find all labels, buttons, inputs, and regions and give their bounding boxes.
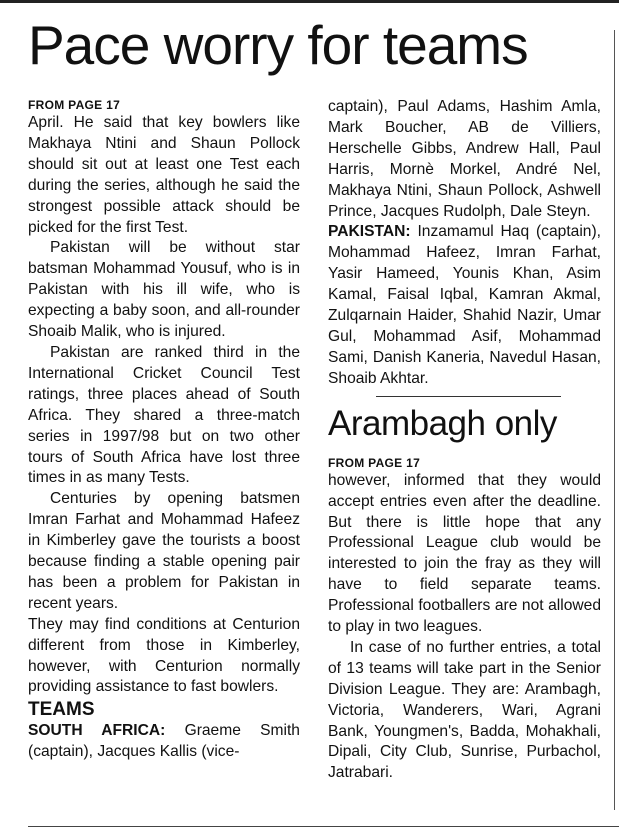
top-rule	[0, 0, 619, 3]
pakistan-squad	[328, 222, 601, 389]
south-africa-players: Graeme Smith (captain), Jacques Kallis (vice-	[28, 722, 300, 761]
headline: Pace worry for teams	[28, 14, 528, 76]
paragraph: however, informed that they would accept entries even after the deadline. But there is little hope that any Professional League club would be interested to join the fray as they will have to field separate teams. Professional footballers are not allowed to play in two leagues.	[328, 471, 601, 636]
article-column-left	[28, 97, 300, 763]
bottom-rule	[28, 826, 619, 827]
paragraph: They may find conditions at Centurion different from those in Kimberley, however, with Centurion normally providing assistance to fast bowlers.	[28, 615, 300, 696]
paragraph: In case of no further entries, a total of 13 teams will take part in the Senior Division League. They are: Arambagh, Victoria, Wanderers, Wari, Agrani Bank, Youngmen's, Badda, Mohakhali, Dipali, City Club, Sunrise, Purbachol, Jatrabari.	[328, 638, 601, 782]
section-divider	[376, 396, 561, 397]
pakistan-players: Inzamamul Haq (captain), Mohammad Hafeez, Imran Farhat, Yasir Hameed, Younis Khan, Asim Kamal, Faisal Iqbal, Kamran Akmal, Zulqarnain Haider, Shahid Nazir, Umar Gul, Mohammad Asif, Mohammad Sami, Danish Kaneria, Navedul Hasan, Shoaib Akhtar.	[328, 223, 601, 387]
pakistan-label: PAKISTAN:	[328, 223, 411, 241]
south-africa-squad-continued: captain), Paul Adams, Hashim Amla, Mark Boucher, AB de Villiers, Herschelle Gibbs, Andrew Hall, Paul Harris, Mornè Morkel, André Nel, Makhaya Ntini, Shaun Pollock, Ashwell Prince, Jacques Rudolph, Dale Steyn.	[328, 98, 601, 220]
paragraph: Pakistan are ranked third in the International Cricket Council Test ratings, three places ahead of South Africa. They shared a three-match series in 1997/98 but on two other tours of South Africa have lost three times in as many Tests.	[28, 343, 300, 487]
south-africa-squad	[28, 721, 300, 763]
article-column-right	[328, 97, 601, 784]
second-headline: Arambagh only	[328, 403, 557, 443]
column-rule-right	[614, 30, 615, 810]
continuation-label-2: FROM PAGE 17	[328, 455, 421, 470]
teams-heading: TEAMS	[28, 699, 95, 721]
south-africa-label: SOUTH AFRICA:	[28, 722, 166, 740]
paragraph: Pakistan will be without star batsman Mohammad Yousuf, who is in Pakistan with his ill wife, who is expecting a baby soon, and all-rounder Shoaib Malik, who is injured.	[28, 239, 300, 341]
paragraph: Centuries by opening batsmen Imran Farhat and Mohammad Hafeez in Kimberley gave the tourists a boost because finding a stable opening pair has been a problem for Pakistan in recent years.	[28, 490, 300, 612]
continuation-label: FROM PAGE 17	[28, 98, 121, 112]
paragraph: April. He said that key bowlers like Makhaya Ntini and Shaun Pollock should sit out at least one Test each during the series, although he said the strongest possible attack should be picked for the first Test.	[28, 114, 300, 236]
